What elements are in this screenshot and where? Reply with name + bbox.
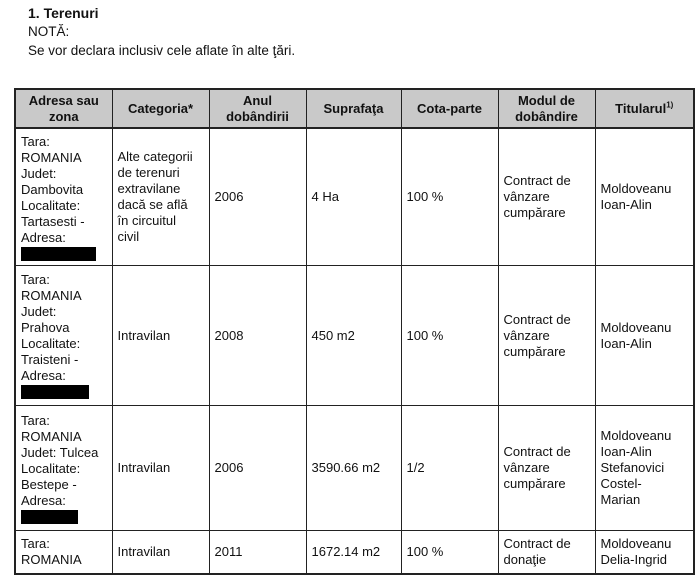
multiline-text	[504, 444, 590, 492]
table-row	[15, 128, 694, 266]
text-line: Judet:	[21, 304, 57, 319]
text-line: Marian	[600, 492, 641, 507]
multiline-text	[118, 460, 204, 476]
cell-categoria	[112, 266, 209, 406]
cell-modul	[498, 128, 595, 266]
cell-anul: 2008	[209, 266, 306, 406]
text-line: Tara:	[21, 272, 50, 287]
text-line: Adresa:	[21, 368, 66, 383]
cell-adresa	[15, 531, 112, 575]
text-line: Moldoveanu	[600, 319, 672, 335]
terenuri-table	[14, 88, 695, 575]
multiline-text	[118, 149, 204, 245]
multiline-text	[504, 173, 590, 221]
cell-anul: 2011	[209, 531, 306, 575]
table-row	[15, 406, 694, 531]
cell-adresa	[15, 406, 112, 531]
text-line: vânzare	[503, 327, 550, 343]
text-line: cumpărare	[503, 343, 566, 359]
text-line: Contract de	[503, 536, 571, 551]
text-line: vânzare	[503, 189, 550, 204]
text-line: Contract de	[503, 444, 571, 459]
header-titularul-label: Titularul	[615, 100, 667, 116]
cell-modul	[498, 406, 595, 531]
multiline-text	[601, 536, 689, 568]
text-line: Tara:	[21, 536, 50, 551]
text-line: Tara:	[21, 133, 50, 149]
text-line: Alte categorii	[117, 149, 193, 164]
text-line: ROMANIA	[21, 428, 82, 444]
header-cota: Cota-parte	[401, 89, 498, 128]
cell-titularul	[595, 406, 694, 531]
text-line: Costel-	[600, 476, 642, 491]
header-anul: Anul dobândirii	[209, 89, 306, 128]
text-line: Ioan-Alin	[600, 197, 652, 212]
cell-categoria	[112, 406, 209, 531]
cell-cota: 100 %	[401, 266, 498, 406]
redaction-bar	[21, 247, 96, 261]
text-line: Moldoveanu	[600, 181, 672, 196]
table-row	[15, 531, 694, 575]
header-titularul-footnote: 1)	[666, 100, 674, 110]
multiline-text	[21, 134, 107, 246]
header-modul: Modul de dobândire	[498, 89, 595, 128]
nota-text: Se vor declara inclusiv cele aflate în alte ţări.	[28, 43, 296, 58]
cell-anul: 2006	[209, 406, 306, 531]
header-categoria: Categoria*	[112, 89, 209, 128]
text-line: Ioan-Alin	[600, 335, 652, 351]
text-line: cumpărare	[503, 205, 566, 220]
cell-titularul	[595, 531, 694, 575]
text-line: Intravilan	[117, 327, 171, 343]
text-line: Adresa:	[21, 229, 66, 245]
text-line: Contract de	[503, 173, 571, 188]
cell-titularul	[595, 266, 694, 406]
cell-cota: 100 %	[401, 531, 498, 575]
cell-suprafata: 450 m2	[306, 266, 401, 406]
text-line: Intravilan	[117, 460, 171, 475]
multiline-text	[21, 272, 107, 384]
text-line: Tartasesti -	[21, 213, 85, 229]
text-line: Tara:	[21, 412, 50, 428]
cell-cota: 100 %	[401, 128, 498, 266]
multiline-text	[118, 328, 204, 344]
cell-adresa	[15, 128, 112, 266]
multiline-text	[601, 428, 689, 508]
cell-suprafata: 1672.14 m2	[306, 531, 401, 575]
text-line: Moldoveanu	[600, 428, 672, 443]
multiline-text	[601, 181, 689, 213]
text-line: Moldoveanu	[600, 536, 672, 551]
cell-suprafata: 3590.66 m2	[306, 406, 401, 531]
text-line: Judet:	[21, 165, 57, 181]
text-line: Bestepe -	[21, 476, 77, 492]
text-line: vânzare	[503, 460, 550, 475]
text-line: Localitate:	[21, 336, 81, 351]
header-suprafata: Suprafaţa	[306, 89, 401, 128]
multiline-text	[21, 536, 107, 568]
text-line: Prahova	[21, 320, 70, 335]
text-line: ROMANIA	[21, 552, 82, 567]
multiline-text	[21, 413, 107, 509]
section-title: 1. Terenuri	[28, 5, 99, 21]
text-line: Traisteni -	[21, 352, 79, 367]
text-line: Localitate:	[21, 460, 81, 476]
text-line: Intravilan	[117, 544, 171, 559]
text-line: de terenuri	[117, 165, 180, 180]
text-line: Ioan-Alin	[600, 444, 652, 459]
multiline-text	[504, 536, 590, 568]
multiline-text	[601, 320, 689, 352]
text-line: cumpărare	[503, 476, 566, 491]
multiline-text	[118, 544, 204, 560]
text-line: Stefanovici	[600, 460, 665, 475]
text-line: Contract de	[503, 311, 571, 327]
cell-adresa	[15, 266, 112, 406]
cell-suprafata: 4 Ha	[306, 128, 401, 266]
text-line: în circuitul	[117, 213, 177, 228]
text-line: ROMANIA	[21, 149, 82, 165]
nota-label: NOTĂ:	[28, 24, 70, 39]
text-line: Dambovita	[21, 181, 84, 197]
table-row	[15, 266, 694, 406]
redaction-bar	[21, 510, 78, 524]
cell-cota: 1/2	[401, 406, 498, 531]
text-line: extravilane	[117, 181, 181, 196]
cell-anul: 2006	[209, 128, 306, 266]
text-line: donaţie	[503, 552, 547, 567]
redaction-bar	[21, 385, 89, 399]
text-line: ROMANIA	[21, 288, 82, 303]
text-line: Judet: Tulcea	[21, 444, 99, 460]
cell-modul	[498, 266, 595, 406]
cell-categoria	[112, 128, 209, 266]
multiline-text	[504, 312, 590, 360]
header-titularul	[595, 89, 694, 128]
text-line: Delia-Ingrid	[600, 552, 667, 567]
header-adresa: Adresa sau zona	[15, 89, 112, 128]
cell-titularul	[595, 128, 694, 266]
text-line: civil	[117, 229, 140, 244]
text-line: dacă se află	[117, 197, 188, 212]
text-line: Localitate:	[21, 197, 81, 213]
cell-categoria	[112, 531, 209, 575]
header-row	[15, 89, 694, 128]
cell-modul	[498, 531, 595, 575]
text-line: Adresa:	[21, 492, 66, 508]
